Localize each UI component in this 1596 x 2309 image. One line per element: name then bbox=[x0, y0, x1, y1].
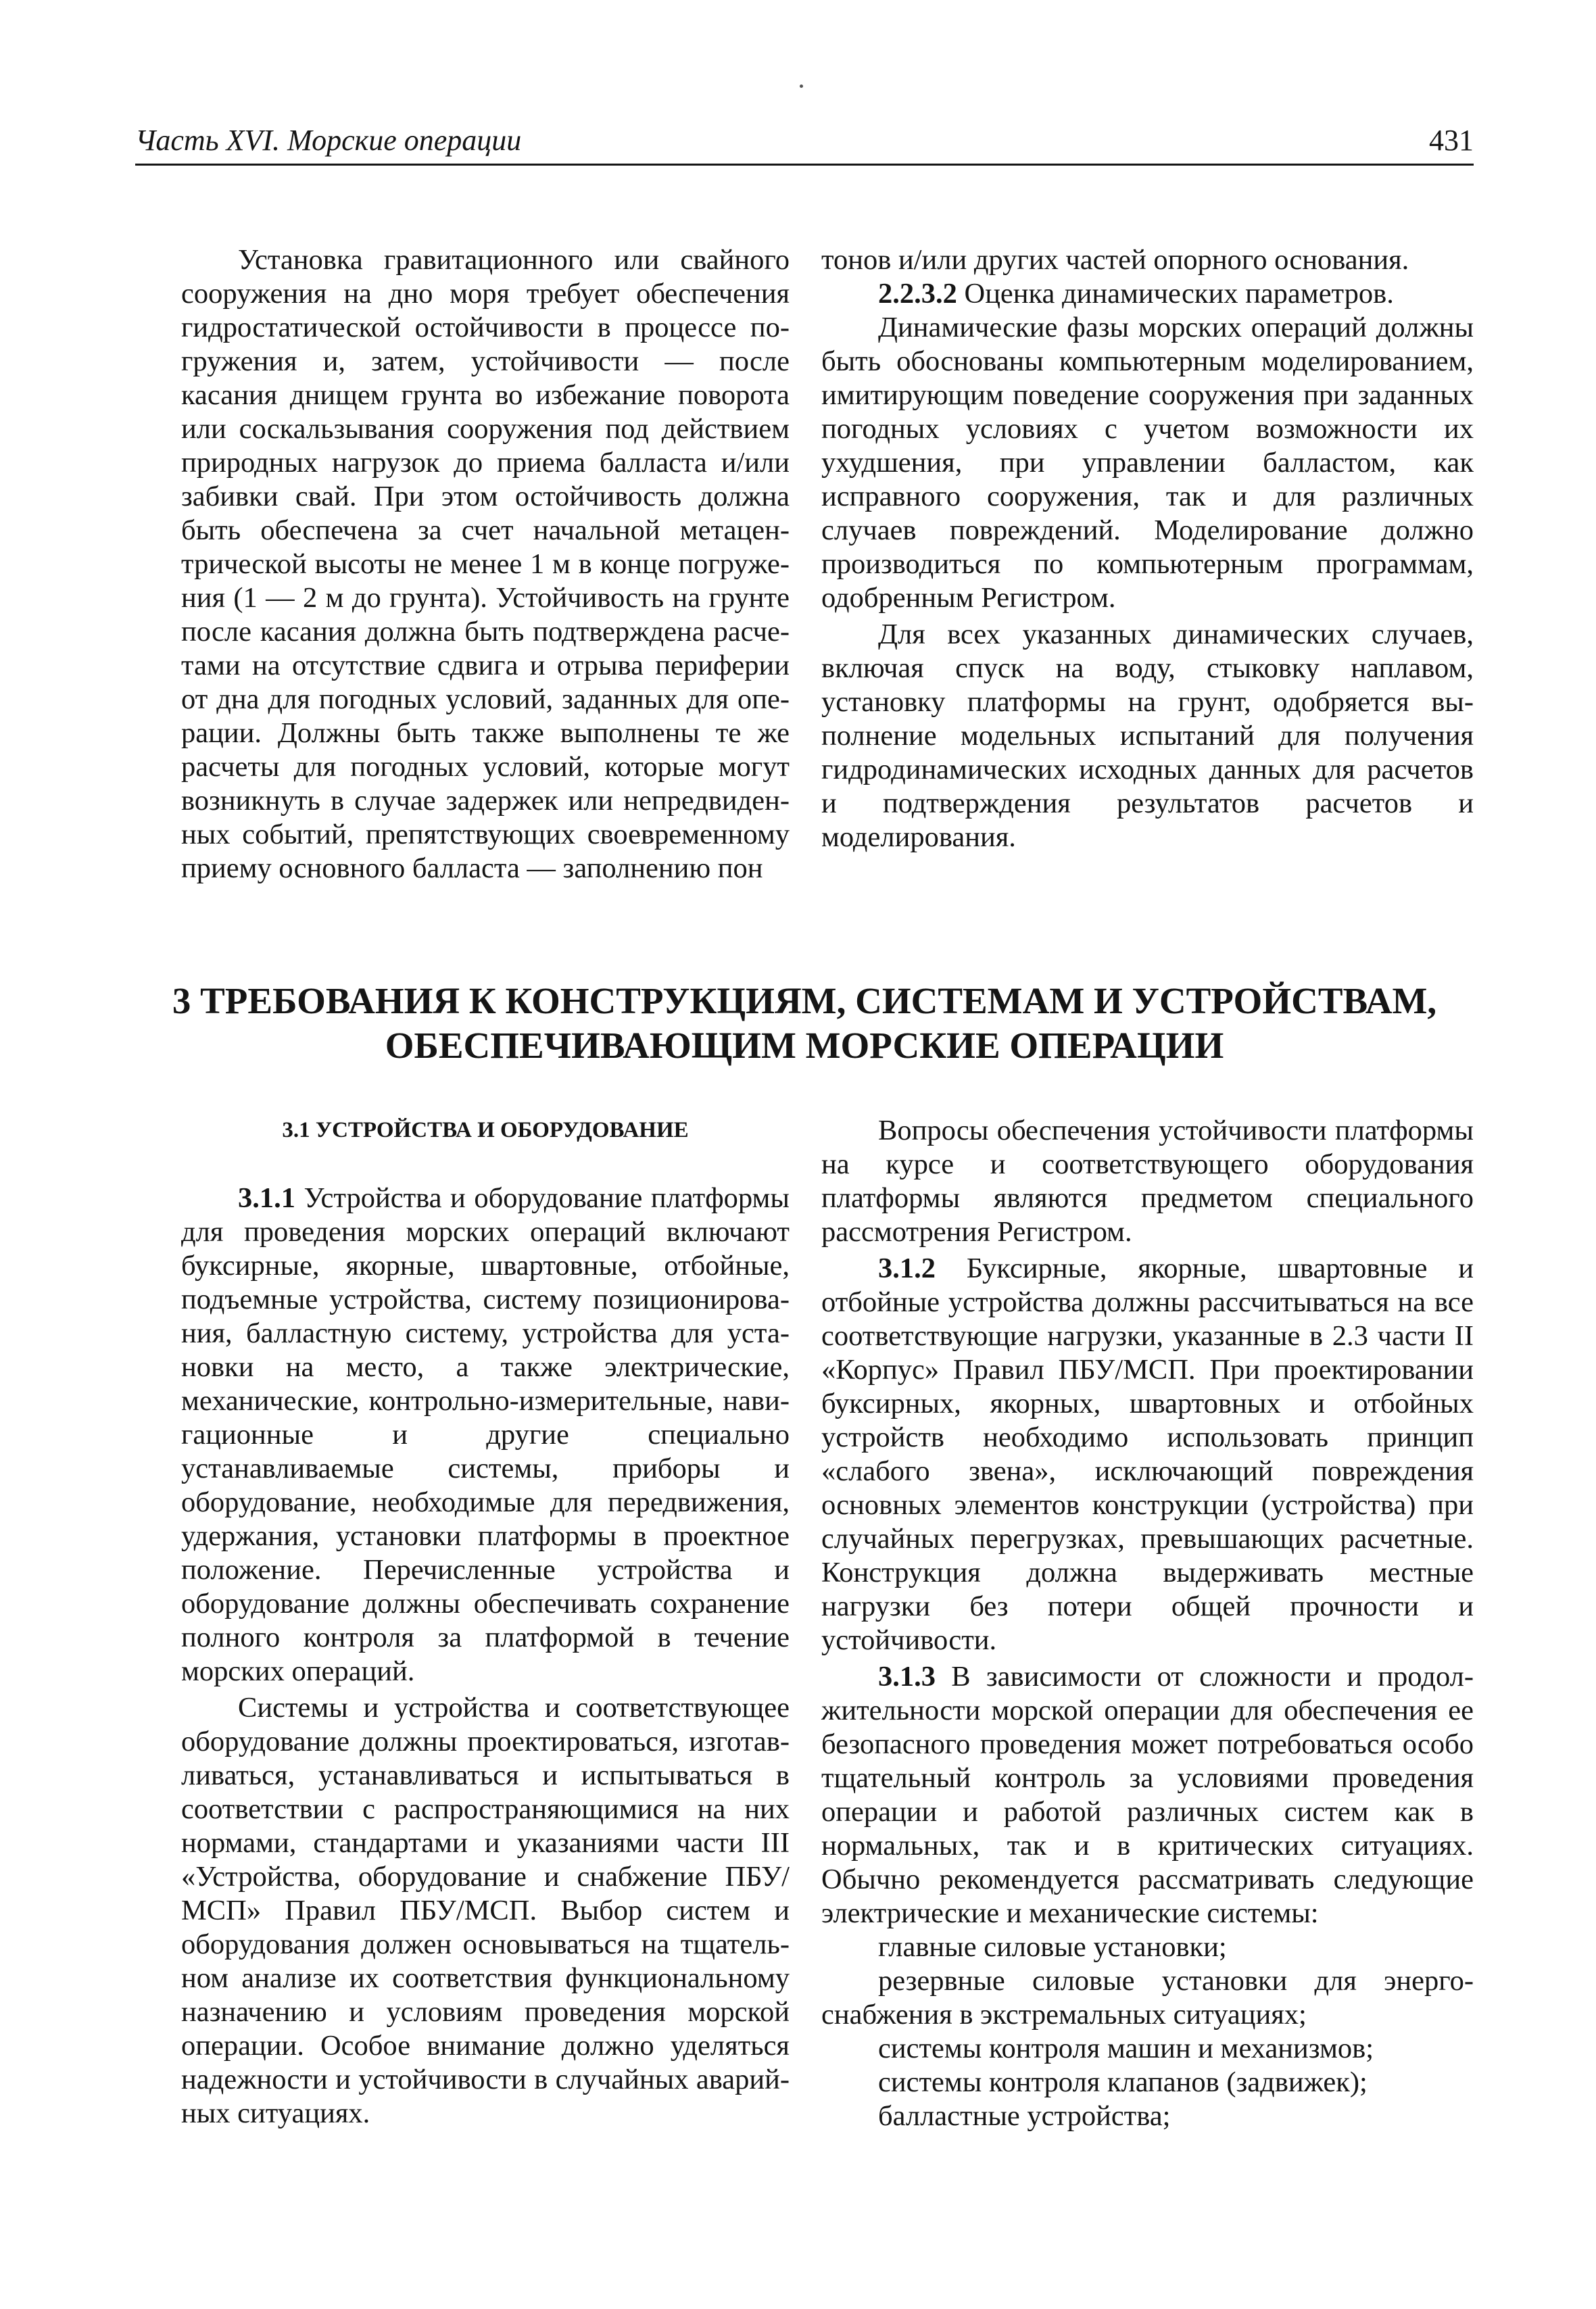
page-number: 431 bbox=[1429, 124, 1474, 157]
list-item: балластные устройства; bbox=[878, 2100, 1171, 2132]
clause-number: 2.2.3.2 bbox=[878, 278, 957, 310]
bottom-right-column bbox=[821, 1114, 1474, 2133]
clause-number: 3.1.3 bbox=[878, 1661, 936, 1693]
top-left-column bbox=[181, 243, 790, 885]
header-title: Часть XVI. Морские операции bbox=[135, 124, 522, 157]
paragraph: Динамические фазы морских операций должны быть обоснованы компьютерным моделированием, имитирующим поведение сооружения при заданных погодных условиях с учетом возможности их ухудшения, при управлении балластом, как исправного сооружения, так и для различных случаев повреждений. Моделирование должно производиться по компьютерным программам, одобренным Регистром. bbox=[821, 312, 1474, 614]
clause-3-1-1 bbox=[181, 1182, 790, 1688]
running-header bbox=[135, 122, 1474, 166]
paragraph-continuation: тонов и/или других частей опорного основания. bbox=[821, 244, 1409, 276]
clause-text: Буксирные, якорные, швартовные и отбойные устройства должны рассчитываться на все соответствующие нагрузки, указанные в 2.3 части II «Корпус» Правил ПБУ/МСП. При проектировании буксирных, якорных, швартовных и отбойных устройств необходимо использовать принцип «слабого звена», исключающий повреждения основных элементов конструкции (устройства) при случайных перегрузках, превышающих расчетные. Конструкция должна выдерживать местные нагрузки без потери общей прочности и устойчивости. bbox=[821, 1253, 1474, 1656]
section-heading: 3.1 УСТРОЙСТВА И ОБОРУДОВАНИЕ bbox=[282, 1118, 689, 1142]
list-item: резервные силовые установки для энергоснабжения в экстремальных ситуациях; bbox=[821, 1965, 1474, 2031]
clause-text: В зависимости от сложности и продолжительности морской операции для обеспечения ее безопасного проведения может потребоваться особо тщательный контроль за условиями проведения операции и работой различных систем как в нормальных, так и в критических ситуациях. Обычно рекомендуется рассматривать следующие электрические и механические системы: bbox=[821, 1661, 1474, 1929]
paragraph: Установка гравитационного или свайного сооружения на дно моря требует обеспечения гидростатической остойчивости в процессе погружения и, затем, устойчивости — после касания днищем грунта во избежание поворота или соскальзывания сооружения под действием природных нагрузок до приема балласта и/или забивки свай. При этом остойчивость должна быть обеспечена за счет начальной метацентрической высоты не менее 1 м в конце погружения (1 — 2 м до грунта). Устойчивость на грунте после касания должна быть подтверждена расчетами на отсутствие сдвига и отрыва периферии от дна для погодных условий, заданных для операции. Должны быть также выполнены те же расчеты для погодных условий, которые могут возникнуть в случае задержек или непредвиденных событий, препятствующих своевременному приему основного балласта — заполнению пон bbox=[181, 244, 790, 884]
scan-speck bbox=[800, 84, 803, 88]
clause-3-1-3 bbox=[821, 1660, 1474, 1930]
clause-text: Устройства и оборудование платформы для проведения морских операций включают буксирные, якорные, швартовные, отбойные, подъемные устройства, систему позиционирования, балластную систему, устройства для установки на место, а также электрические, механические, контрольно-измерительные, навигационные и другие специально устанавливаемые системы, приборы и оборудование, необходимые для передвижения, удержания, установки платформы в проектное положение. Перечисленные устройства и оборудование должны обеспечивать сохранение полного контроля за платформой в течение морских операций. bbox=[181, 1182, 790, 1687]
clause-number: 3.1.1 bbox=[238, 1182, 295, 1214]
chapter-heading-line-1: 3 ТРЕБОВАНИЯ К КОНСТРУКЦИЯМ, СИСТЕМАМ И УСТРОЙСТВАМ, bbox=[172, 980, 1437, 1021]
top-right-column bbox=[821, 243, 1474, 854]
list-item: главные силовые установки; bbox=[878, 1931, 1227, 1963]
bottom-left-column bbox=[181, 1182, 790, 2131]
list-item: системы контроля машин и механизмов; bbox=[878, 2033, 1374, 2064]
clause-2-2-3-2 bbox=[821, 277, 1474, 311]
chapter-heading bbox=[135, 979, 1474, 1068]
paragraph: Системы и устройства и соответствующее оборудование должны проектироваться, изготавливаться, устанавливаться и испытываться в соответствии с распространяющимися на них нормами, стандартами и указаниями части III «Устройства, оборудование и снабжение ПБУ/ МСП» Правил ПБУ/МСП. Выбор систем и оборудования должен основываться на тщательном анализе их соответствия функциональному назначению и условиям проведения морской операции. Особое внимание должно уделяться надежности и устойчивости в случайных аварийных ситуациях. bbox=[181, 1692, 790, 2129]
clause-number: 3.1.2 bbox=[878, 1253, 936, 1284]
paragraph: Для всех указанных динамических случаев, включая спуск на воду, стыковку наплавом, установку платформы на грунт, одобряется выполнение модельных испытаний для получения гидродинамических исходных данных для расчетов и подтверждения результатов расчетов и моделирования. bbox=[821, 618, 1474, 853]
list-item: системы контроля клапанов (задвижек); bbox=[878, 2066, 1368, 2098]
chapter-heading-line-2: ОБЕСПЕЧИВАЮЩИМ МОРСКИЕ ОПЕРАЦИИ bbox=[385, 1025, 1224, 1066]
paragraph: Вопросы обеспечения устойчивости платформы на курсе и соответствующего оборудования платформы являются предметом специального рассмотрения Регистром. bbox=[821, 1115, 1474, 1248]
clause-title: Оценка динамических параметров. bbox=[957, 278, 1394, 310]
clause-3-1-2 bbox=[821, 1252, 1474, 1657]
systems-list bbox=[821, 1930, 1474, 2133]
